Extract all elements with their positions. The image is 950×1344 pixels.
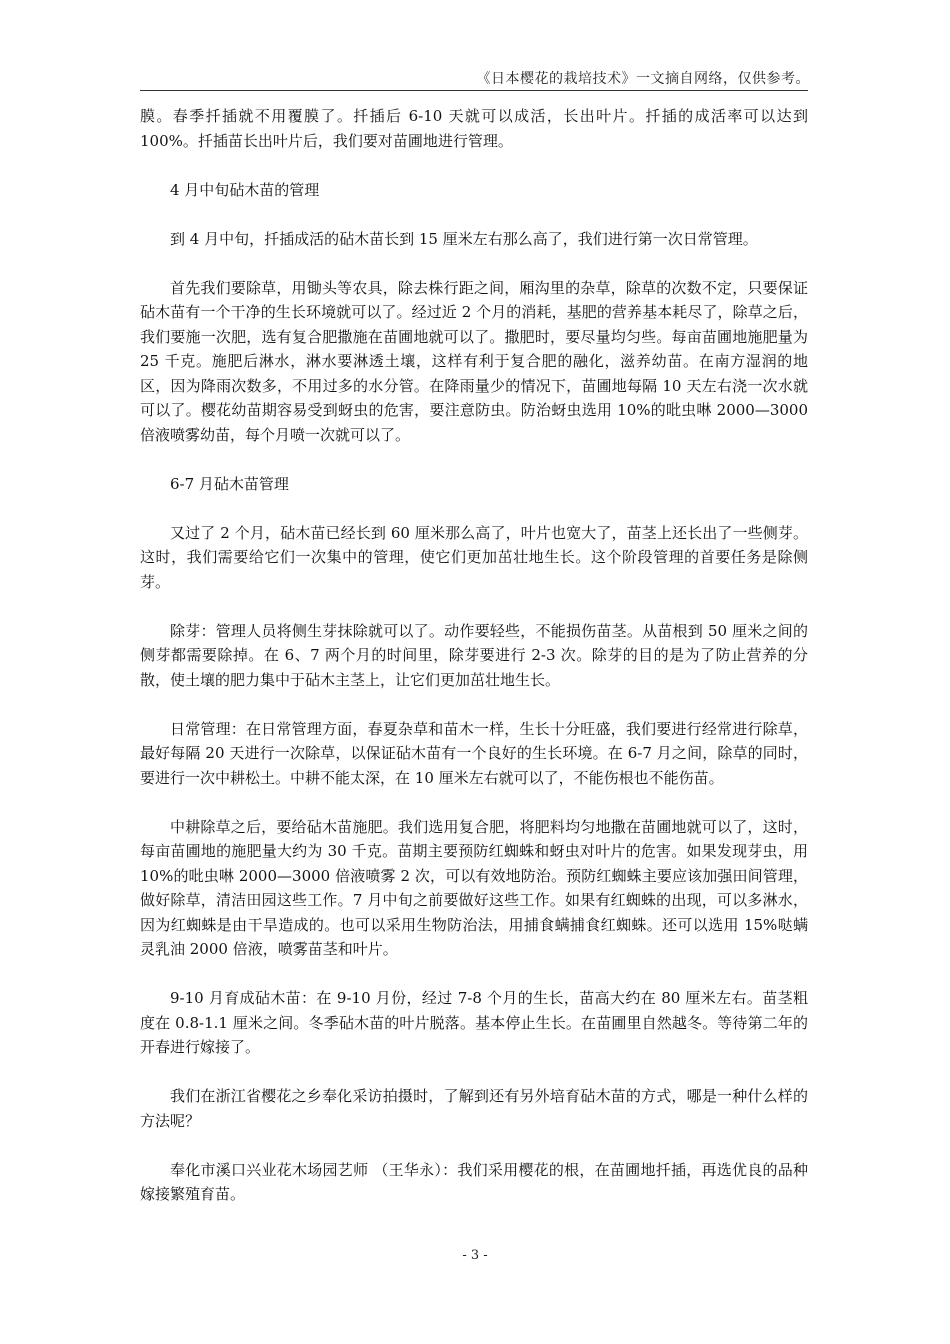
paragraph: 9-10 月育成砧木苗：在 9-10 月份，经过 7-8 个月的生长，苗高大约在 80 厘米左右。苗茎粗度在 0.8-1.1 厘米之间。冬季砧木苗的叶片脱落。基本停止生长。在苗圃里自然越冬。等待第二年的开春进行嫁接了。 [140,989,808,1056]
paragraph-gap [140,1060,808,1085]
header-rule [140,90,808,91]
paragraph-gap [140,496,808,521]
paragraph-gap [140,692,808,717]
paragraph-continuation: 膜。春季扦插就不用覆膜了。扦插后 6-10 天就可以成活，长出叶片。扦插的成活率可以达到 100%。扦插苗长出叶片后，我们要对苗圃地进行管理。 [140,107,808,150]
section-heading-june-july: 6-7 月砧木苗管理 [170,474,289,493]
paragraph-gap [140,790,808,815]
paragraph-gap [140,251,808,276]
paragraph-gap [140,962,808,987]
paragraph-gap [140,1133,808,1158]
paragraph-gap [140,594,808,619]
paragraph: 首先我们要除草，用锄头等农具，除去株行距之间，厢沟里的杂草，除草的次数不定，只要保证砧木苗有一个干净的生长环境就可以了。经过近 2 个月的消耗，基肥的营养基本耗尽了，除草之后，我们要施一次肥，选有复合肥撒施在苗圃地就可以了。撒肥时，要尽量均匀些。每亩苗圃地施肥量为 25 千克。施肥后淋水，淋水要淋透土壤，这样有利于复合肥的融化，滋养幼苗。在南方湿润的地区，因为降雨次数多，不用过多的水分管。在降雨量少的情况下，苗圃地每隔 10 天左右浇一次水就可以了。樱花幼苗期容易受到蚜虫的危害，要注意防虫。防治蚜虫选用 10%的吡虫啉 2000—3000 倍液喷雾幼苗，每个月喷一次就可以了。 [140,278,808,444]
document-body [140,104,808,1207]
paragraph: 我们在浙江省樱花之乡奉化采访拍摄时，了解到还有另外培育砧木苗的方式，哪是一种什么样的方法呢？ [140,1087,808,1130]
header-text: 《日本樱花的栽培技术》一文摘自网络，仅供参考。 [476,71,810,87]
paragraph: 又过了 2 个月，砧木苗已经长到 60 厘米那么高了，叶片也宽大了，苗茎上还长出了一些侧芽。这时，我们需要给它们一次集中的管理，使它们更加茁壮地生长。这个阶段管理的首要任务是除侧芽。 [140,523,808,591]
paragraph: 中耕除草之后，要给砧木苗施肥。我们选用复合肥，将肥料均匀地撒在苗圃地就可以了，这时，每亩苗圃地的施肥量大约为 30 千克。苗期主要预防红蜘蛛和蚜虫对叶片的危害。如果发现芽虫，用 10%的吡虫啉 2000—3000 倍液喷雾 2 次，可以有效地防治。预防红蜘蛛主要应该加强田间管理，做好除草，清洁田园这些工作。7 月中旬之前要做好这些工作。如果有红蜘蛛的出现，可以多淋水，因为红蜘蛛是由干旱造成的。也可以采用生物防治法，用捕食螨捕食红蜘蛛。还可以选用 15%哒螨灵乳油 2000 倍液，喷雾苗茎和叶片。 [140,817,808,958]
paragraph-gap [140,153,808,178]
section-heading-april: 4 月中旬砧木苗的管理 [170,180,320,199]
paragraph: 除芽：管理人员将侧生芽抹除就可以了。动作要轻些，不能损伤苗茎。从苗根到 50 厘米之间的侧芽都需要除掉。在 6、7 两个月的时间里，除芽要进行 2-3 次。除芽的目的是为了防止营养的分散，使土壤的肥力集中于砧木主茎上，让它们更加茁壮地生长。 [140,621,808,689]
paragraph: 到 4 月中旬，扦插成活的砧木苗长到 15 厘米左右那么高了，我们进行第一次日常管理。 [170,229,758,248]
paragraph: 日常管理：在日常管理方面，春夏杂草和苗木一样，生长十分旺盛，我们要进行经常进行除草，最好每隔 20 天进行一次除草，以保证砧木苗有一个良好的生长环境。在 6-7 月之间，除草的同时，要进行一次中耕松土。中耕不能太深，在 10 厘米左右就可以了，不能伤根也不能伤苗。 [140,719,808,787]
paragraph-gap [140,202,808,227]
page-number: - 3 - [462,1248,488,1263]
paragraph: 奉化市溪口兴业花木场园艺师 （王华永）：我们采用樱花的根，在苗圃地扦插，再选优良的品种嫁接繁殖育苗。 [140,1160,808,1203]
paragraph-gap [140,447,808,472]
